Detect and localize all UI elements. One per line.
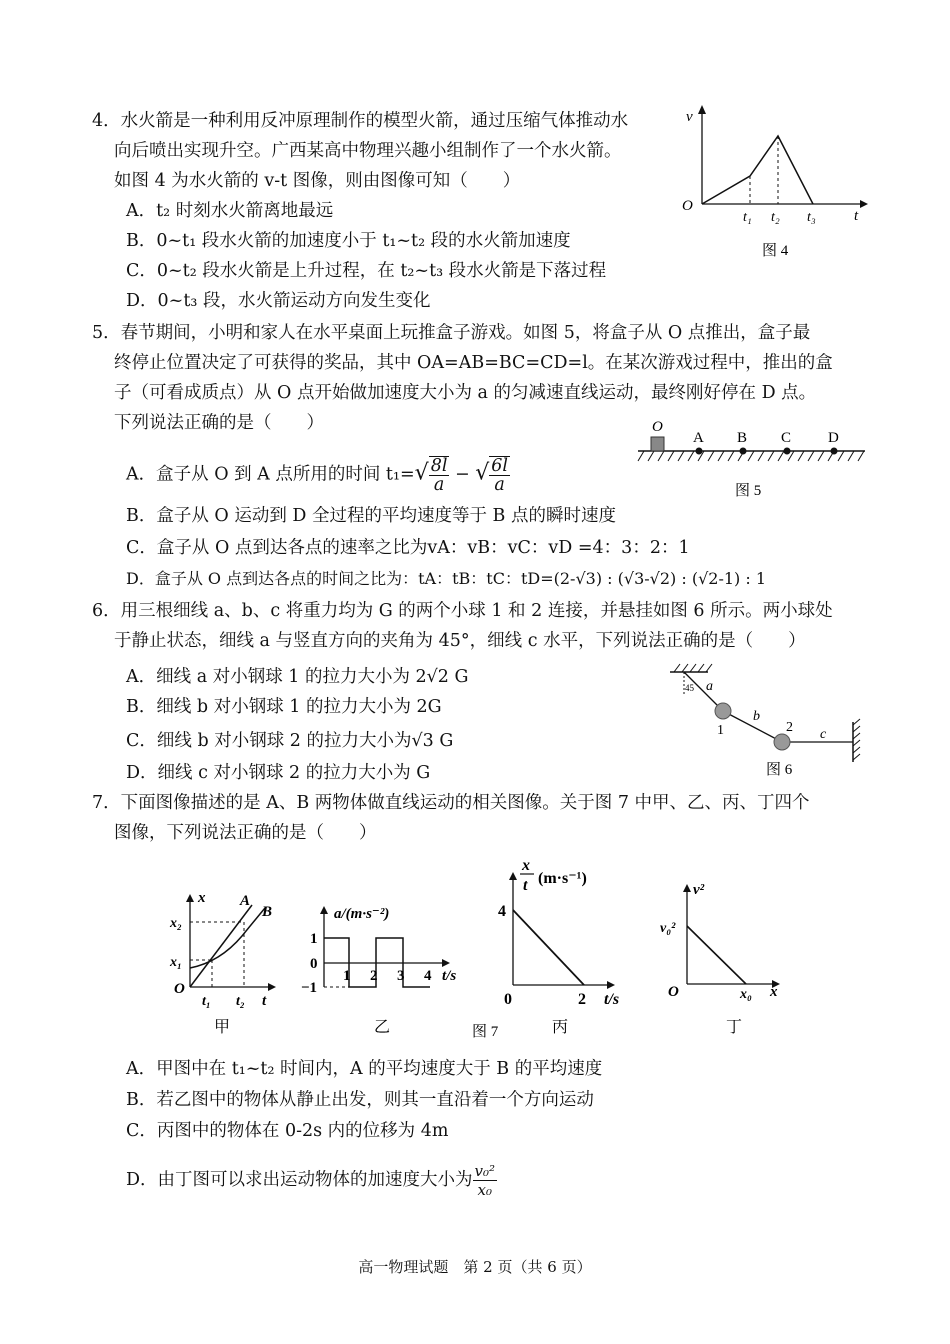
q5-option-a-den1: a [433,475,445,495]
fig7-yi-ym1: −1 [301,980,318,996]
q5-option-a-prefix: A．盒子从 O 到 A 点所用的时间 t₁= [126,464,415,485]
fig7-bing-xunit: t/s [604,991,620,1008]
figure-7-graphs [160,850,800,1045]
q5-stem-line1: 5．春节期间，小明和家人在水平桌面上玩推盒子游戏。如图 5，将盒子从 O 点推出，盒子最 [92,323,811,343]
q4-stem-line2: 向后喷出实现升空。广西某高中物理兴趣小组制作了一个水火箭。 [114,141,622,161]
fig6-b: b [753,709,760,724]
fig5-caption: 图 5 [735,483,762,499]
fig5-box [651,437,664,451]
fig7-yi-label: 乙 [374,1019,391,1036]
fig6-ball-2 [774,734,790,750]
fig7-jia-x1: x₁ [170,955,182,970]
fig4-caption: 图 4 [762,243,789,259]
fig4-t-label: t [854,208,859,224]
figure-5-track [630,415,875,505]
fig6-n2: 2 [786,720,793,735]
q5-option-a-num2: 6l [491,456,508,476]
fig4-t3: t₃ [807,210,816,225]
fig5-B: B [737,430,748,446]
fig7-jia-A: A [240,893,251,909]
q4-option-b: B．0~t₁ 段水火箭的加速度小于 t₁~t₂ 段的水火箭加速度 [126,231,571,251]
q7-option-d-den: x₀ [477,1181,493,1199]
q6-stem-line1: 6．用三根细线 a、b、c 将重力均为 G 的两个小球 1 和 2 连接，并悬挂如图 6 所示。两小球处 [92,601,833,621]
fig7-yi-y1: 1 [310,931,318,947]
q7-stem-line2: 图像，下列说法正确的是（ ） [114,823,377,843]
fig7-ding-v2: v² [693,882,705,898]
fig7-bing-yunit: (m·s⁻¹) [538,870,587,887]
q6-option-a: A．细线 a 对小钢球 1 的拉力大小为 2√2 G [126,667,469,687]
q7-option-d [126,1162,497,1199]
fig4-origin: O [682,198,693,214]
fig7-ding-x0: x₀ [740,987,752,1002]
fig7-jia-x2: x₂ [170,916,182,931]
q5-stem-line2: 终停止位置决定了可获得的奖品，其中 OA=AB=BC=CD=l。在某次游戏过程中，推出的盒 [114,353,833,373]
fig6-caption: 图 6 [766,762,793,778]
q6-option-c: C．细线 b 对小钢球 2 的拉力大小为√3 G [126,731,454,751]
fig7-bing-label: 丙 [552,1019,569,1036]
fig7-bing-zero: 0 [504,991,512,1008]
q6-option-d: D．细线 c 对小钢球 2 的拉力大小为 G [126,763,431,783]
fig7-ding [660,882,780,1036]
fig4-v-label: v [686,109,693,125]
fig7-yi-ylabel: a/(m·s⁻²) [334,906,390,922]
fig5-D: D [828,430,839,446]
q7-option-b: B．若乙图中的物体从静止出发，则其一直沿着一个方向运动 [126,1090,594,1110]
q5-option-a-num1: 8l [430,456,448,476]
fig7-jia-t1: t₁ [202,994,211,1009]
fig7-bing-y4: 4 [498,903,506,920]
fig7-yi-t3: 3 [397,968,405,984]
q4-option-d: D．0~t₃ 段，水火箭运动方向发生变化 [126,291,431,311]
fig7-bing-x2: 2 [578,991,586,1008]
fig7-yi-t4: 4 [424,968,432,984]
fig7-jia-B: B [262,904,273,920]
q7-option-d-prefix: D．由丁图可以求出运动物体的加速度大小为 [126,1170,473,1190]
q5-option-b: B．盒子从 O 运动到 D 全过程的平均速度等于 B 点的瞬时速度 [126,506,616,526]
fig7-yi-t1: 1 [343,968,351,984]
page-footer: 高一物理试题 第 2 页（共 6 页） [358,1258,592,1276]
q5-stem-line3: 子（可看成质点）从 O 点开始做加速度大小为 a 的匀减速直线运动，最终刚好停在 D 点。 [114,383,817,403]
fig7-caption: 图 7 [472,1024,499,1040]
fig7-jia-t: t [262,993,267,1009]
fig7-yi-y0: 0 [310,956,318,972]
fig6-a: a [706,679,713,694]
q5-option-c: C．盒子从 O 点到达各点的速率之比为vA：vB：vC：vD =4：3：2：1 [126,538,690,558]
fig7-jia-t2: t₂ [236,994,245,1009]
fig7-jia [169,890,276,1036]
fig7-ding-O: O [668,984,679,1000]
q7-option-a: A．甲图中在 t₁~t₂ 时间内，A 的平均速度大于 B 的平均速度 [126,1059,603,1079]
fig4-t2: t₂ [771,210,780,225]
q5-option-a-den2: a [494,475,505,495]
fig6-ball-1 [715,703,731,719]
figure-4-vt-graph [670,100,870,270]
q6-stem-line2: 于静止状态，细线 a 与竖直方向的夹角为 45°，细线 c 水平，下列说法正确的是（ ） [114,631,806,651]
fig6-n1: 1 [717,723,724,738]
figure-6-strings [660,660,875,785]
fig4-t1: t₁ [743,210,752,225]
q7-stem-line1: 7．下面图像描述的是 A、B 两物体做直线运动的相关图像。关于图 7 中甲、乙、丙、丁四个 [92,793,810,813]
q6-option-b: B．细线 b 对小钢球 1 的拉力大小为 2G [126,697,442,717]
fig6-angle: 45 [685,683,694,693]
fig5-O: O [652,419,663,435]
fig7-yi [301,906,456,1036]
q5-option-d: D．盒子从 O 点到达各点的时间之比为：tA：tB：tC：tD=(2-√3) : (√3-√2) : (√2-1) : 1 [126,569,767,588]
fig5-C: C [781,430,792,446]
q4-option-a: A．t₂ 时刻水火箭离地最远 [126,201,334,221]
q4-stem-line3: 如图 4 为水火箭的 v-t 图像，则由图像可知（ ） [114,171,521,191]
fig5-A: A [693,430,704,446]
q7-option-c: C．丙图中的物体在 0-2s 内的位移为 4m [126,1121,449,1141]
fig7-yi-t2: 2 [370,968,378,984]
q7-option-d-num: v₀² [474,1162,496,1180]
q5-stem-line4: 下列说法正确的是（ ） [114,413,324,433]
fig7-bing-ylabel-num: x [522,857,530,874]
fig7-yi-xunit: t/s [442,968,457,984]
q4-stem-line1: 4．水火箭是一种利用反冲原理制作的模型火箭，通过压缩气体推动水 [92,111,629,131]
fig7-jia-label: 甲 [214,1019,231,1036]
fig7-bing [498,857,619,1036]
fig7-ding-v0sq: v₀² [660,921,676,936]
fig7-ding-x: x [770,984,778,1000]
q5-option-a: A．盒子从 O 到 A 点所用的时间 t₁=√ $\frac{8l}{a}$ − √ $\frac{6l}{a}$ [126,456,508,495]
fig7-bing-ylabel-den: t [523,877,528,894]
fig7-jia-x: x [198,890,206,906]
q4-option-c: C．0~t₂ 段水火箭是上升过程，在 t₂~t₃ 段水火箭是下落过程 [126,261,607,281]
fig7-ding-label: 丁 [726,1019,743,1036]
fig6-c: c [820,727,827,742]
fig7-jia-O: O [174,981,185,997]
